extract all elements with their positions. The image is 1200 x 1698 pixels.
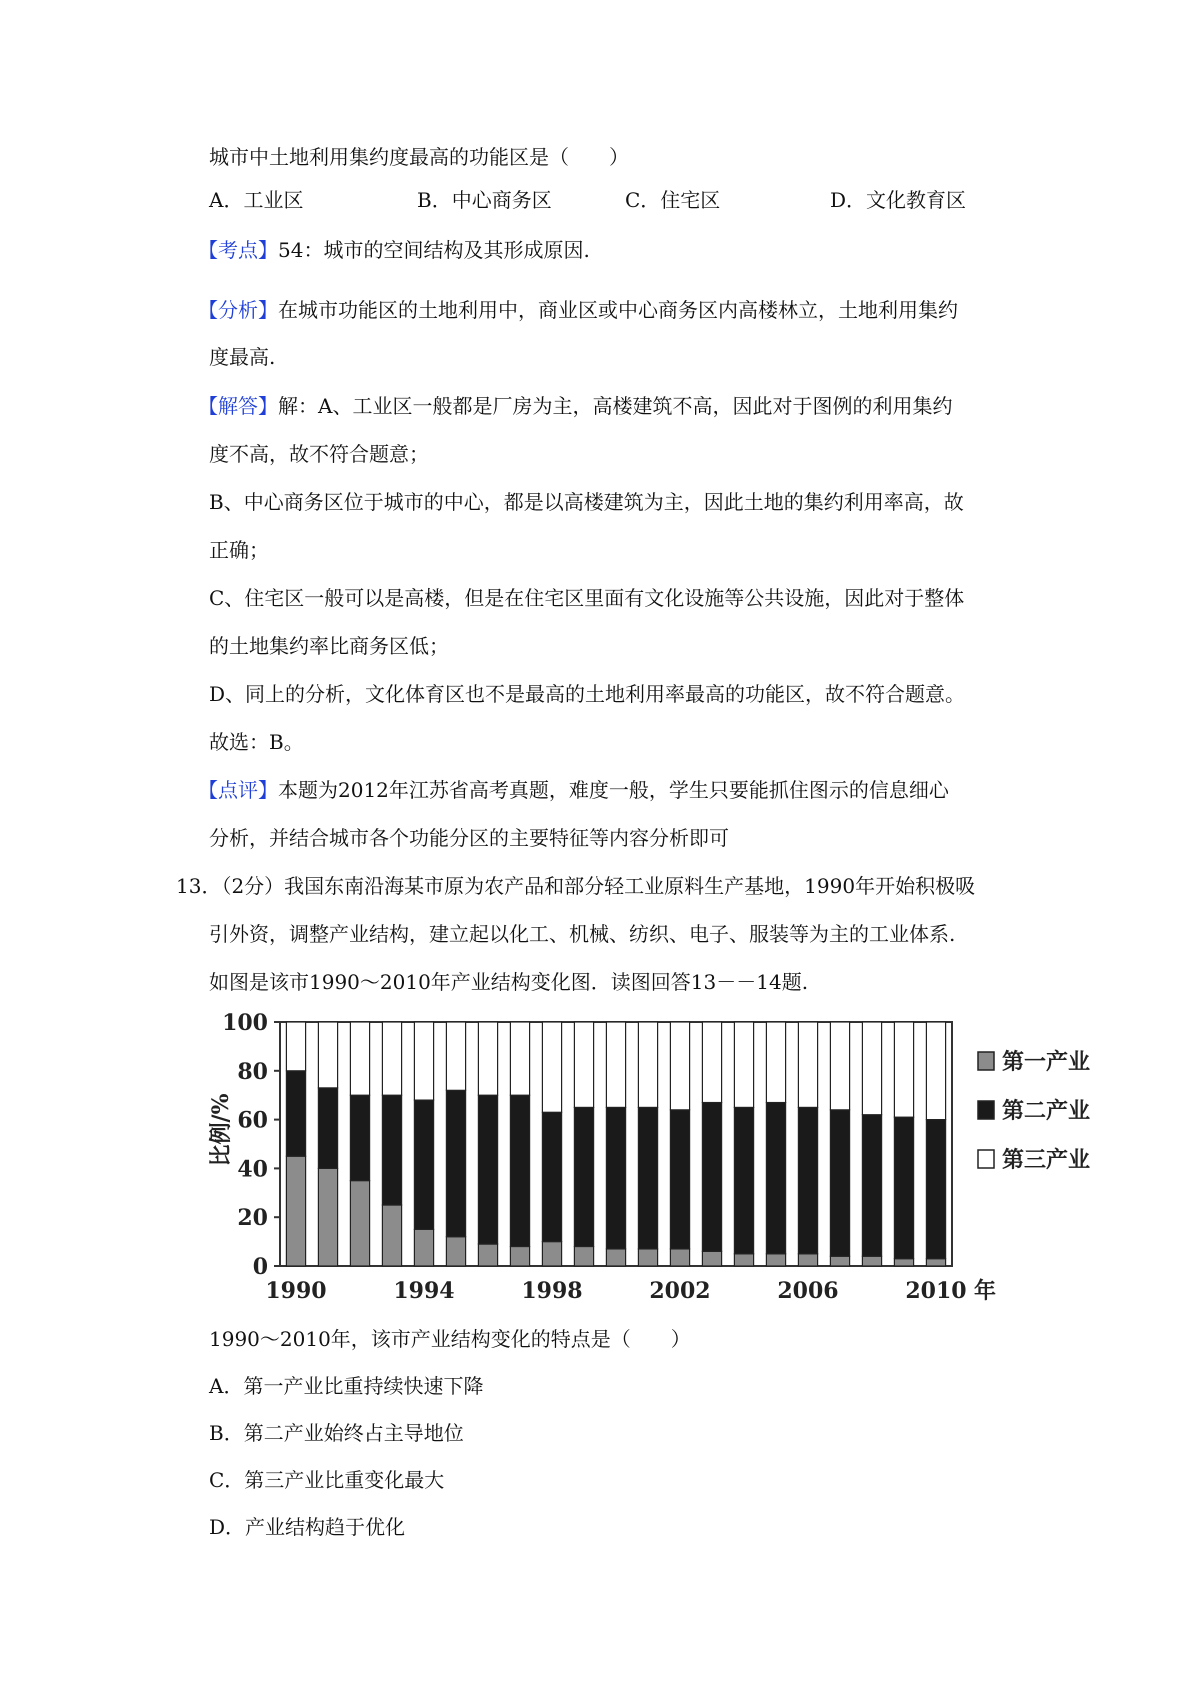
bar-segment-1 [510,1246,529,1266]
kaodian-line [198,236,590,264]
jieda-tag: 【解答】 [198,394,278,418]
legend-label: 第三产业 [1002,1147,1091,1173]
bar-segment-2 [414,1100,433,1229]
dianping-tag: 【点评】 [198,778,278,802]
y-tick-label: 80 [237,1058,268,1085]
bar-segment-3 [510,1022,529,1095]
q12-option-c: C．住宅区 [625,188,721,212]
x-axis-unit: 年 [974,1278,997,1304]
bar-segment-2 [446,1090,465,1236]
bar-segment-2 [318,1088,337,1169]
bar-segment-3 [638,1022,657,1107]
bar-segment-2 [702,1103,721,1252]
jieda-text-7: D、同上的分析，文化体育区也不是最高的土地利用率最高的功能区，故不符合题意。 [209,682,966,706]
q12-stem: 城市中土地利用集约度最高的功能区是（ ） [209,145,629,169]
q13-line-2: 引外资，调整产业结构，建立起以化工、机械、纺织、电子、服装等为主的工业体系. [209,922,956,946]
y-axis-title [208,1093,234,1166]
q12-option-b: B．中心商务区 [417,188,552,212]
kaodian-text: 54：城市的空间结构及其形成原因. [278,238,590,262]
bar-segment-1 [830,1256,849,1266]
bar-segment-2 [382,1095,401,1205]
bar-segment-3 [478,1022,497,1095]
x-tick-label: 2010 [905,1278,967,1304]
legend-label: 第二产业 [1002,1098,1091,1124]
legend-swatch [978,1150,994,1168]
y-tick-label: 100 [222,1010,268,1036]
fenxi-tag: 【分析】 [198,298,278,322]
bar-segment-1 [414,1229,433,1266]
dianping-text-2: 分析，并结合城市各个功能分区的主要特征等内容分析即可 [209,826,729,850]
bar-segment-3 [542,1022,561,1112]
bar-segment-2 [286,1071,305,1156]
jieda-text-8: 故选：B。 [209,730,304,754]
q13-question: 1990～2010年，该市产业结构变化的特点是（ ） [209,1327,691,1351]
y-axis-label: 比例/% [208,1093,234,1167]
q13-line-3: 如图是该市1990～2010年产业结构变化图．读图回答13－－14题. [209,970,809,994]
legend-swatch [978,1052,994,1070]
fenxi-text-cont: 度最高. [209,345,276,369]
bar-segment-1 [350,1181,369,1266]
bar-segment-3 [606,1022,625,1107]
bar-segment-2 [894,1117,913,1259]
bar-segment-1 [286,1156,305,1266]
bar-segment-2 [542,1112,561,1241]
legend-swatch [978,1101,994,1119]
bar-segment-1 [542,1242,561,1266]
bar-segment-2 [830,1110,849,1256]
q12-option-d: D．文化教育区 [830,188,967,212]
x-tick-label: 1998 [521,1278,583,1304]
jieda-text-5: C、住宅区一般可以是高楼，但是在住宅区里面有文化设施等公共设施，因此对于整体 [209,586,965,610]
bar-segment-1 [478,1244,497,1266]
legend-label: 第一产业 [1002,1049,1091,1075]
y-tick-label: 0 [252,1254,268,1280]
bar-segment-1 [638,1249,657,1266]
x-tick-label: 2002 [649,1278,711,1304]
bar-segment-2 [766,1103,785,1254]
bar-segment-1 [798,1254,817,1266]
q13-line-1: 13．（2分）我国东南沿海某市原为农产品和部分轻工业原料生产基地，1990年开始积极吸 [176,874,976,898]
bar-segment-3 [798,1022,817,1107]
bar-segment-3 [862,1022,881,1115]
bar-segment-1 [734,1254,753,1266]
bar-segment-3 [702,1022,721,1103]
q13-option-b: B．第二产业始终占主导地位 [209,1421,464,1445]
bar-segment-3 [894,1022,913,1117]
bar-segment-2 [862,1115,881,1257]
bar-segment-1 [446,1237,465,1266]
x-tick-label: 1990 [265,1278,327,1304]
bar-segment-1 [318,1168,337,1266]
plot-area [222,1010,996,1304]
bar-segment-3 [670,1022,689,1110]
bar-segment-3 [926,1022,945,1120]
bar-segment-1 [574,1246,593,1266]
bar-segment-3 [830,1022,849,1110]
q12-option-a: A．工业区 [209,188,304,212]
industry-structure-chart [200,1000,1100,1320]
bar-segment-1 [862,1256,881,1266]
bar-segment-1 [382,1205,401,1266]
bar-segment-3 [446,1022,465,1090]
bar-segment-2 [670,1110,689,1249]
bar-segment-1 [894,1259,913,1266]
bar-segment-2 [574,1107,593,1246]
bar-segment-2 [734,1107,753,1253]
bar-segment-2 [926,1120,945,1259]
chart-legend [978,1049,1090,1173]
bar-segment-1 [606,1249,625,1266]
jieda-text-3: B、中心商务区位于城市的中心，都是以高楼建筑为主，因此土地的集约利用率高，故 [209,490,964,514]
bar-segment-1 [702,1251,721,1266]
y-tick-label: 20 [237,1205,268,1232]
bar-segment-2 [478,1095,497,1244]
bar-segment-1 [670,1249,689,1266]
jieda-text-4: 正确； [209,538,269,562]
bar-segment-3 [350,1022,369,1095]
bar-segment-2 [606,1107,625,1249]
bar-segment-3 [574,1022,593,1107]
jieda-text: 解：A、工业区一般都是厂房为主，高楼建筑不高，因此对于图例的利用集约 [278,394,953,418]
y-tick-label: 60 [237,1107,268,1134]
x-tick-label: 2006 [777,1278,839,1304]
y-tick-label: 40 [237,1156,268,1183]
bar-segment-1 [926,1259,945,1266]
dianping-line [198,776,949,804]
kaodian-tag: 【考点】 [198,238,278,262]
bar-segment-2 [350,1095,369,1180]
q13-option-c: C．第三产业比重变化最大 [209,1468,445,1492]
jieda-text-2: 度不高，故不符合题意； [209,442,429,466]
bar-segment-3 [318,1022,337,1088]
bar-segment-3 [382,1022,401,1095]
jieda-text-6: 的土地集约率比商务区低； [209,634,449,658]
bar-segment-3 [414,1022,433,1100]
bar-segment-2 [638,1107,657,1249]
bar-segment-3 [734,1022,753,1107]
bar-segment-2 [510,1095,529,1246]
fenxi-line [198,296,958,324]
bar-segment-3 [286,1022,305,1071]
fenxi-text: 在城市功能区的土地利用中，商业区或中心商务区内高楼林立，土地利用集约 [278,298,958,322]
q13-option-a: A．第一产业比重持续快速下降 [209,1374,484,1398]
x-tick-label: 1994 [393,1278,455,1304]
q13-option-d: D．产业结构趋于优化 [209,1515,406,1539]
bar-segment-1 [766,1254,785,1266]
bar-segment-2 [798,1107,817,1253]
bar-segment-3 [766,1022,785,1103]
dianping-text: 本题为2012年江苏省高考真题，难度一般，学生只要能抓住图示的信息细心 [278,778,949,802]
jieda-line [198,392,952,420]
